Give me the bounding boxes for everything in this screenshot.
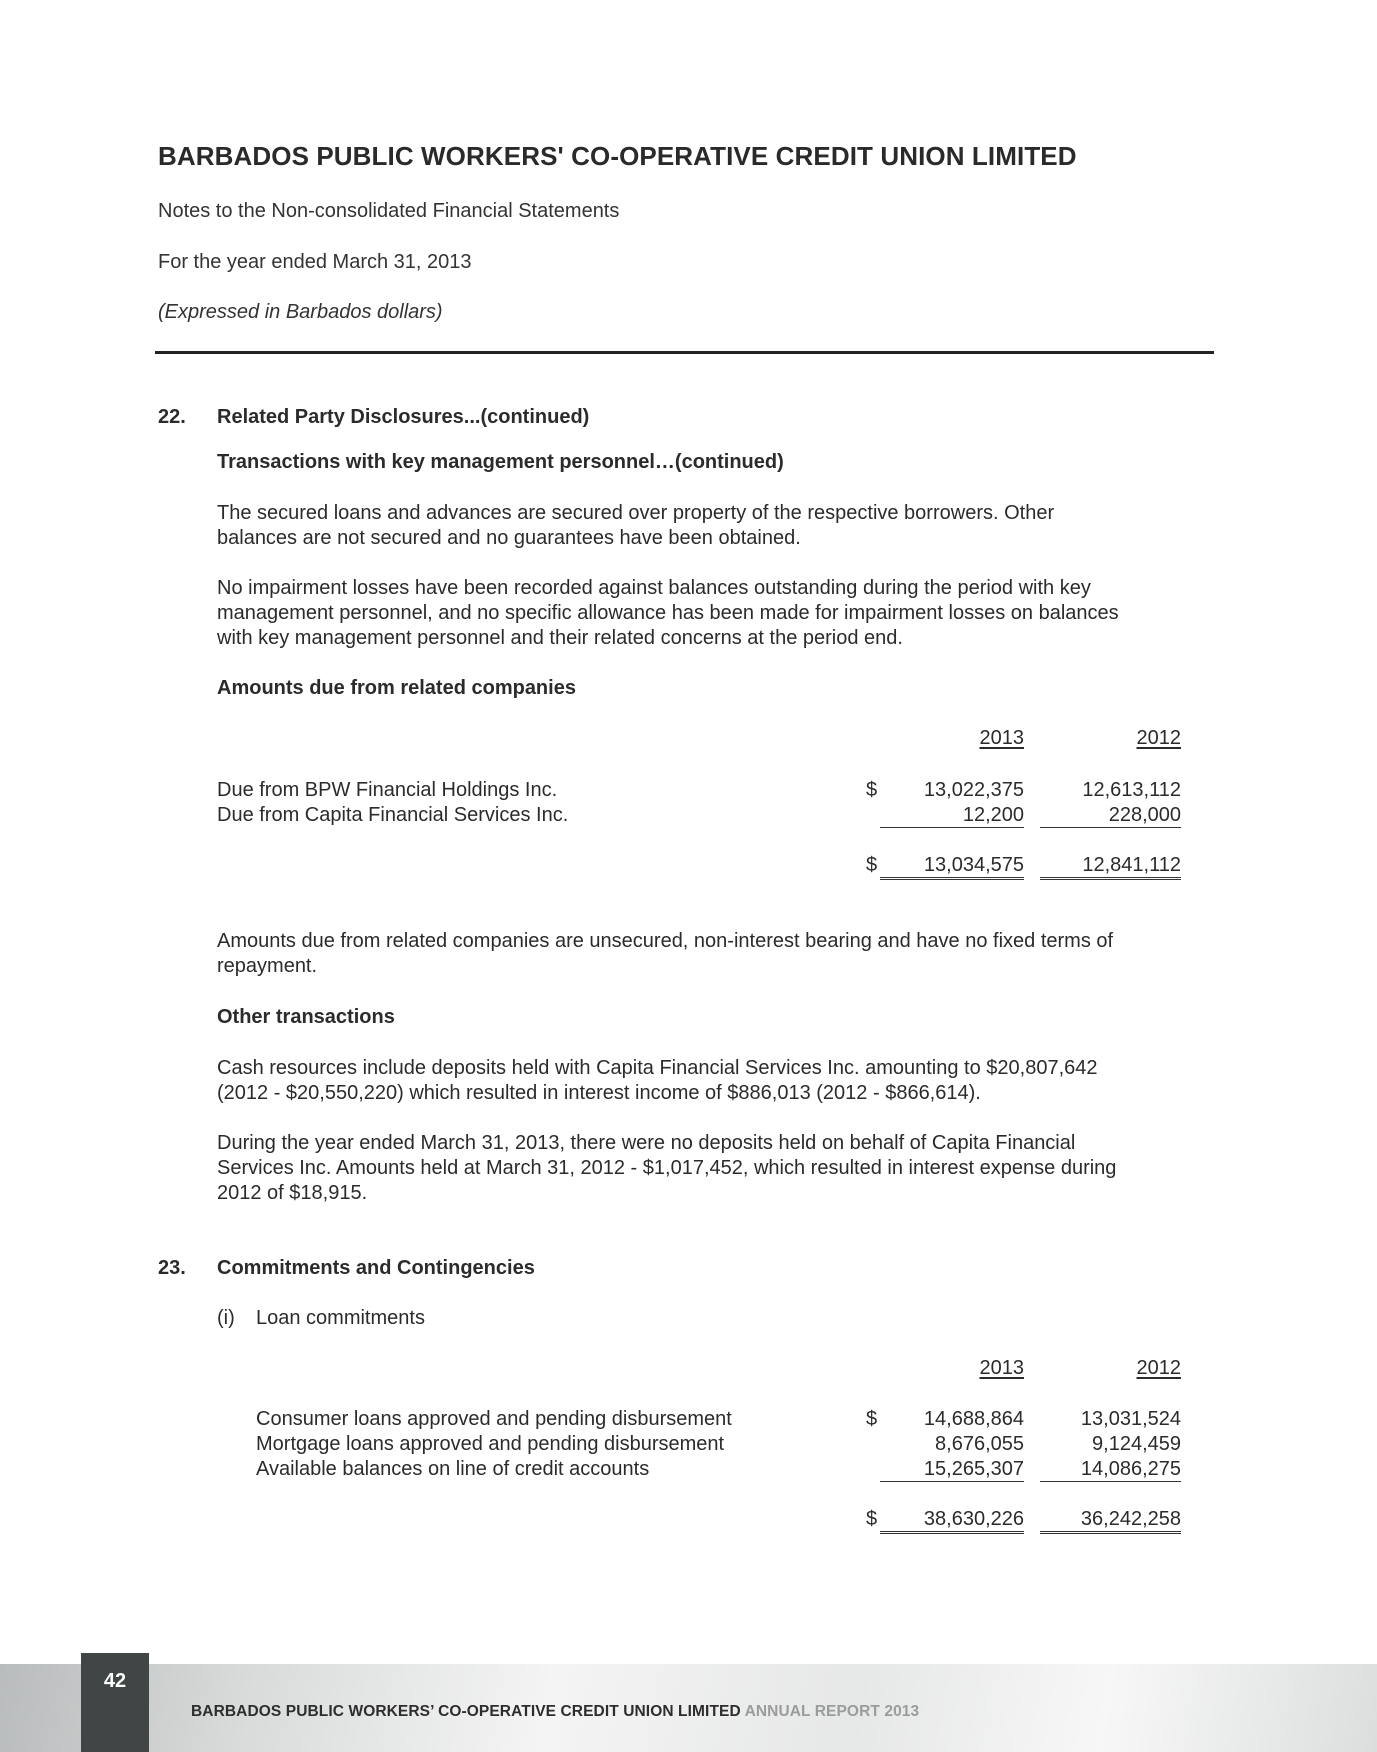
value-2012: 14,086,275 — [1040, 1458, 1181, 1482]
footer-report-label: ANNUAL REPORT 2013 — [744, 1703, 920, 1720]
section-23-title: Commitments and Contingencies — [217, 1257, 535, 1279]
value-2013: 15,265,307 — [880, 1458, 1024, 1482]
table-row-label: Consumer loans approved and pending disbursement — [256, 1408, 732, 1430]
key-management-heading: Transactions with key management personnel…(continued) — [217, 451, 784, 473]
value-2013: 13,022,375 — [923, 779, 1024, 801]
currency-symbol: $ — [866, 1408, 878, 1430]
period-line: For the year ended March 31, 2013 — [158, 251, 472, 273]
table-row-label: Available balances on line of credit accounts — [256, 1458, 650, 1480]
total-2012: 12,841,112 — [1040, 854, 1181, 880]
total-currency-symbol: $ — [866, 854, 878, 876]
table-row-label: Due from Capita Financial Services Inc. — [217, 804, 569, 826]
section-22-number: 22. — [158, 406, 186, 428]
column-header-2012: 2012 — [1136, 727, 1181, 749]
table-row-label: Due from BPW Financial Holdings Inc. — [217, 779, 558, 801]
column-header-2013: 2013 — [979, 727, 1024, 749]
value-2012: 9,124,459 — [1092, 1433, 1181, 1455]
table-row-label: Mortgage loans approved and pending disbursement — [256, 1433, 725, 1455]
cash-resources-paragraph: Cash resources include deposits held with Capita Financial Services Inc. amounting to $20,807,642 (2012 - $20,550,220) which resulted in interest income of $886,013 (2012 - $866,614). — [217, 1057, 1098, 1104]
currency-note: (Expressed in Barbados dollars) — [158, 301, 443, 323]
footer-report-name — [191, 1703, 919, 1721]
impairment-paragraph: No impairment losses have been recorded against balances outstanding during the period with key management personnel, and no specific allowance has been made for impairment losses on balances with key management personnel and their related concerns at the period end. — [217, 577, 1119, 649]
header-divider — [155, 351, 1214, 354]
column-header-2012: 2012 — [1136, 1357, 1181, 1379]
organization-title: BARBADOS PUBLIC WORKERS' CO-OPERATIVE CREDIT UNION LIMITED — [158, 141, 1077, 171]
item-marker: (i) — [217, 1307, 235, 1329]
page-number-tab — [81, 1653, 149, 1752]
total-currency-symbol: $ — [866, 1508, 878, 1530]
value-2013: 14,688,864 — [923, 1408, 1024, 1430]
footer-org-name: BARBADOS PUBLIC WORKERS’ CO-OPERATIVE CREDIT UNION LIMITED — [191, 1703, 741, 1720]
secured-loans-paragraph: The secured loans and advances are secured over property of the respective borrowers. Other balances are not secured and no guarantees have been obtained. — [217, 502, 1055, 549]
currency-symbol: $ — [866, 779, 878, 801]
column-header-2013: 2013 — [979, 1357, 1024, 1379]
value-2012: 13,031,524 — [1080, 1408, 1181, 1430]
value-2013: 8,676,055 — [935, 1433, 1024, 1455]
deposits-paragraph: During the year ended March 31, 2013, there were no deposits held on behalf of Capita Financial Services Inc. Amounts held at March 31, 2012 - $1,017,452, which resulted in interest expense during 2012 of $18,915. — [217, 1132, 1117, 1204]
total-2012: 36,242,258 — [1040, 1508, 1181, 1534]
value-2013: 12,200 — [880, 804, 1024, 828]
other-transactions-heading: Other transactions — [217, 1006, 395, 1028]
amounts-due-heading: Amounts due from related companies — [217, 677, 576, 699]
page-number: 42 — [103, 1670, 127, 1692]
total-2013: 38,630,226 — [880, 1508, 1024, 1534]
value-2012: 12,613,112 — [1082, 779, 1181, 801]
total-2013: 13,034,575 — [880, 854, 1024, 880]
statement-subtitle: Notes to the Non-consolidated Financial Statements — [158, 200, 620, 222]
value-2012: 228,000 — [1040, 804, 1181, 828]
section-23-number: 23. — [158, 1257, 186, 1279]
section-22-title: Related Party Disclosures...(continued) — [217, 406, 590, 428]
loan-commitments-title: Loan commitments — [256, 1307, 425, 1329]
related-companies-paragraph: Amounts due from related companies are unsecured, non-interest bearing and have no fixed terms of repayment. — [217, 930, 1114, 977]
